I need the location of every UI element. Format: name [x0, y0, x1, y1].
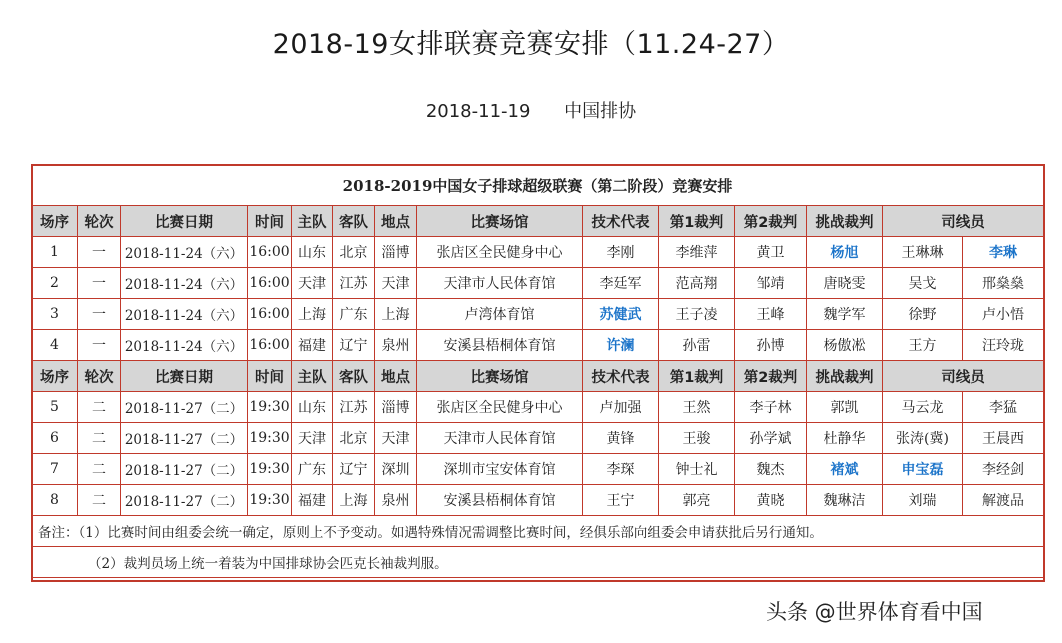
- table-cell: 卢小悟: [963, 299, 1044, 330]
- column-header: 场序: [32, 361, 78, 392]
- table-cell: 二: [78, 423, 121, 454]
- column-header: 第2裁判: [735, 361, 807, 392]
- table-cell: 孙雷: [659, 330, 735, 361]
- table-row: [32, 423, 1044, 454]
- table-cell: 王峰: [735, 299, 807, 330]
- table-row: [32, 237, 1044, 268]
- publish-date: 2018-11-19: [425, 101, 531, 122]
- table-row: [32, 454, 1044, 485]
- column-header: 时间: [248, 361, 292, 392]
- table-row: [32, 485, 1044, 516]
- table-cell: 郭亮: [659, 485, 735, 516]
- table-cell: 16:00: [248, 330, 292, 361]
- table-cell: 16:00: [248, 268, 292, 299]
- table-cell: 吴戈: [883, 268, 963, 299]
- column-header: 比赛日期: [121, 361, 248, 392]
- table-cell: 江苏: [333, 268, 375, 299]
- table-cell: 深圳: [375, 454, 417, 485]
- column-header: 比赛日期: [121, 206, 248, 237]
- table-cell: 一: [78, 330, 121, 361]
- table-cell: 泉州: [375, 485, 417, 516]
- date-cell: 2018-11-24（六）: [121, 268, 248, 299]
- table-cell: 天津: [292, 268, 333, 299]
- table-cell: 刘瑞: [883, 485, 963, 516]
- header-row: [32, 206, 1044, 237]
- table-cell: 7: [32, 454, 78, 485]
- table-cell: 汪玲珑: [963, 330, 1044, 361]
- table-cell: 一: [78, 299, 121, 330]
- column-header: 司线员: [883, 361, 1044, 392]
- column-header: 场序: [32, 206, 78, 237]
- table-cell: 山东: [292, 392, 333, 423]
- table-cell: 安溪县梧桐体育馆: [417, 485, 583, 516]
- table-cell: 19:30: [248, 485, 292, 516]
- column-header: 挑战裁判: [807, 361, 883, 392]
- table-cell: 16:00: [248, 299, 292, 330]
- table-cell: 淄博: [375, 237, 417, 268]
- note-text: 备注：（1）比赛时间由组委会统一确定，原则上不予变动。如遇特殊情况需调整比赛时间，经俱乐部向组委会申请获批后另行通知。: [32, 516, 1044, 547]
- table-cell: 北京: [333, 423, 375, 454]
- publisher: 中国排协: [564, 101, 637, 122]
- date-cell: 2018-11-27（二）: [121, 392, 248, 423]
- table-cell: 解渡品: [963, 485, 1044, 516]
- table-cell: 辽宁: [333, 330, 375, 361]
- column-header: 第1裁判: [659, 361, 735, 392]
- table-caption: 2018-2019中国女子排球超级联赛（第二阶段）竞赛安排: [32, 165, 1044, 206]
- publish-info: [0, 97, 1062, 123]
- table-cell: 李廷军: [583, 268, 659, 299]
- table-cell: 天津: [375, 268, 417, 299]
- table-cell: 16:00: [248, 237, 292, 268]
- table-cell: 褚斌: [807, 454, 883, 485]
- table-cell: 二: [78, 485, 121, 516]
- table-cell: 钟士礼: [659, 454, 735, 485]
- table-cell: 山东: [292, 237, 333, 268]
- table-cell: 王方: [883, 330, 963, 361]
- table-row: [32, 299, 1044, 330]
- table-cell: 一: [78, 237, 121, 268]
- table-cell: 杜静华: [807, 423, 883, 454]
- table-row: [32, 268, 1044, 299]
- column-header: 技术代表: [583, 361, 659, 392]
- column-header: 技术代表: [583, 206, 659, 237]
- table-cell: 深圳市宝安体育馆: [417, 454, 583, 485]
- column-header: 司线员: [883, 206, 1044, 237]
- table-cell: 郭凯: [807, 392, 883, 423]
- table-cell: 4: [32, 330, 78, 361]
- table-cell: 邢燊燊: [963, 268, 1044, 299]
- column-header: 比赛场馆: [417, 361, 583, 392]
- table-cell: 黄锋: [583, 423, 659, 454]
- table-cell: 王宁: [583, 485, 659, 516]
- table-cell: 福建: [292, 330, 333, 361]
- table-cell: 王子凌: [659, 299, 735, 330]
- column-header: 客队: [333, 361, 375, 392]
- column-header: 主队: [292, 361, 333, 392]
- table-cell: 3: [32, 299, 78, 330]
- column-header: 挑战裁判: [807, 206, 883, 237]
- column-header: 第2裁判: [735, 206, 807, 237]
- column-header: 时间: [248, 206, 292, 237]
- table-cell: 孙学斌: [735, 423, 807, 454]
- table-cell: 魏杰: [735, 454, 807, 485]
- column-header: 客队: [333, 206, 375, 237]
- page-title: 2018-19女排联赛竞赛安排（11.24-27）: [272, 29, 790, 60]
- date-cell: 2018-11-24（六）: [121, 237, 248, 268]
- table-cell: 2: [32, 268, 78, 299]
- table-cell: 卢加强: [583, 392, 659, 423]
- table-cell: 魏学军: [807, 299, 883, 330]
- table-cell: 天津: [375, 423, 417, 454]
- table-cell: 张店区全民健身中心: [417, 237, 583, 268]
- table-cell: 淄博: [375, 392, 417, 423]
- table-cell: 王骏: [659, 423, 735, 454]
- column-header: 第1裁判: [659, 206, 735, 237]
- table-cell: 李猛: [963, 392, 1044, 423]
- table-cell: 5: [32, 392, 78, 423]
- table-cell: 李维萍: [659, 237, 735, 268]
- table-cell: 天津市人民体育馆: [417, 423, 583, 454]
- table-cell: 李琛: [583, 454, 659, 485]
- date-cell: 2018-11-27（二）: [121, 454, 248, 485]
- table-cell: 许澜: [583, 330, 659, 361]
- table-cell: 6: [32, 423, 78, 454]
- column-header: 轮次: [78, 361, 121, 392]
- table-cell: 黄卫: [735, 237, 807, 268]
- date-cell: 2018-11-24（六）: [121, 330, 248, 361]
- table-cell: 唐晓雯: [807, 268, 883, 299]
- table-cell: 范高翔: [659, 268, 735, 299]
- table-cell: 黄晓: [735, 485, 807, 516]
- table-cell: 8: [32, 485, 78, 516]
- table-cell: 邹靖: [735, 268, 807, 299]
- table-cell: 杨傲凇: [807, 330, 883, 361]
- table-row: [32, 330, 1044, 361]
- table-cell: 上海: [292, 299, 333, 330]
- table-cell: 江苏: [333, 392, 375, 423]
- table-cell: 19:30: [248, 423, 292, 454]
- table-cell: 王琳琳: [883, 237, 963, 268]
- table-cell: 泉州: [375, 330, 417, 361]
- column-header: 主队: [292, 206, 333, 237]
- date-cell: 2018-11-24（六）: [121, 299, 248, 330]
- table-cell: 李经剑: [963, 454, 1044, 485]
- note-text: （2）裁判员场上统一着装为中国排球协会匹克长袖裁判服。: [32, 547, 1044, 578]
- table-cell: 广东: [333, 299, 375, 330]
- table-cell: 苏健武: [583, 299, 659, 330]
- table-cell: 辽宁: [333, 454, 375, 485]
- table-cell: 杨旭: [807, 237, 883, 268]
- column-header: 地点: [375, 361, 417, 392]
- table-cell: 19:30: [248, 454, 292, 485]
- date-cell: 2018-11-27（二）: [121, 423, 248, 454]
- table-cell: 天津市人民体育馆: [417, 268, 583, 299]
- table-cell: 王晨西: [963, 423, 1044, 454]
- column-header: 比赛场馆: [417, 206, 583, 237]
- table-cell: 北京: [333, 237, 375, 268]
- table-cell: 张涛(冀): [883, 423, 963, 454]
- table-cell: 王然: [659, 392, 735, 423]
- table-cell: 上海: [375, 299, 417, 330]
- note-row: [32, 516, 1044, 547]
- table-cell: 二: [78, 392, 121, 423]
- note-row: [32, 547, 1044, 578]
- table-cell: 一: [78, 268, 121, 299]
- table-cell: 李刚: [583, 237, 659, 268]
- table-cell: 徐野: [883, 299, 963, 330]
- table-cell: 申宝磊: [883, 454, 963, 485]
- table-cell: 魏琳洁: [807, 485, 883, 516]
- header-row: [32, 361, 1044, 392]
- column-header: 地点: [375, 206, 417, 237]
- date-cell: 2018-11-27（二）: [121, 485, 248, 516]
- table-cell: 马云龙: [883, 392, 963, 423]
- table-cell: 19:30: [248, 392, 292, 423]
- table-cell: 卢湾体育馆: [417, 299, 583, 330]
- table-cell: 福建: [292, 485, 333, 516]
- table-cell: 上海: [333, 485, 375, 516]
- table-row: [32, 392, 1044, 423]
- table-cell: 李琳: [963, 237, 1044, 268]
- schedule-table: [31, 164, 1044, 578]
- table-cell: 二: [78, 454, 121, 485]
- watermark: 头条 @世界体育看中国: [766, 600, 983, 624]
- table-cell: 张店区全民健身中心: [417, 392, 583, 423]
- table-cell: 孙博: [735, 330, 807, 361]
- table-cell: 安溪县梧桐体育馆: [417, 330, 583, 361]
- table-cell: 李子林: [735, 392, 807, 423]
- table-cell: 1: [32, 237, 78, 268]
- column-header: 轮次: [78, 206, 121, 237]
- table-cell: 广东: [292, 454, 333, 485]
- table-cell: 天津: [292, 423, 333, 454]
